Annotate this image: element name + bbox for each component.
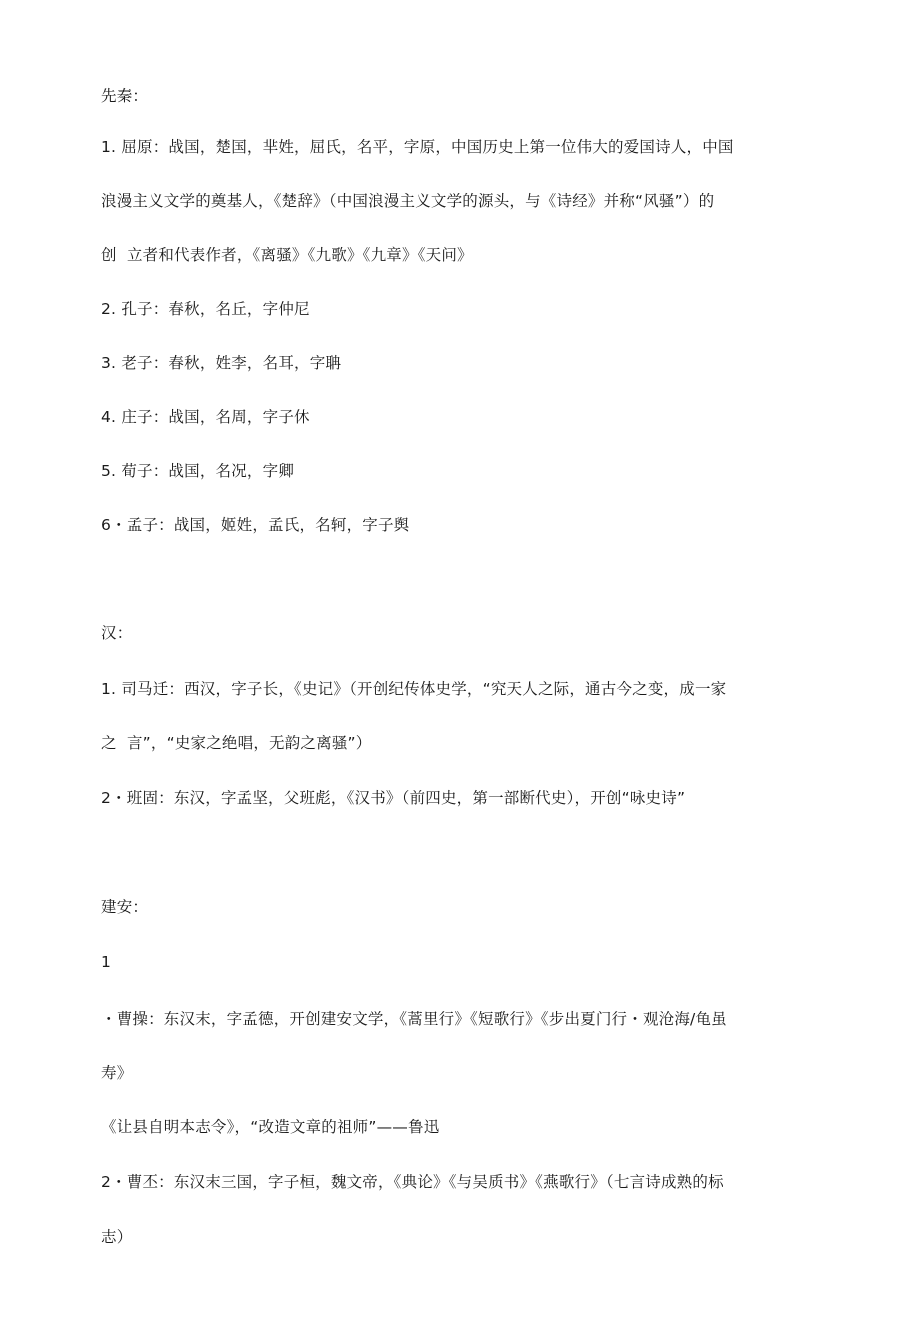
entry-line: 志） [101, 1228, 133, 1246]
entry-line: 1. 司马迁：西汉，字子长，《史记》（开创纪传体史学，“究天人之际，通古今之变，成一家 [101, 680, 727, 698]
entry-line: 3. 老子：春秋，姓李，名耳，字聃 [101, 354, 342, 372]
entry-line: 2. 孔子：春秋，名丘，字仲尼 [101, 300, 310, 318]
section-heading-xianqin: 先秦： [101, 87, 149, 105]
entry-line: 2・班固：东汉，字孟坚，父班彪，《汉书》（前四史，第一部断代史），开创“咏史诗” [101, 789, 686, 807]
entry-line: 之 言”，“史家之绝唱，无韵之离骚”） [101, 734, 372, 752]
entry-line: 4. 庄子：战国，名周，字子休 [101, 408, 310, 426]
entry-line: 1. 屈原：战国，楚国，芈姓，屈氏，名平，字原，中国历史上第一位伟大的爱国诗人，中国 [101, 138, 734, 156]
entry-line: 5. 荀子：战国，名况，字卿 [101, 462, 295, 480]
section-heading-jianan: 建安： [101, 898, 149, 916]
section-heading-han: 汉： [101, 624, 133, 642]
entry-line: 浪漫主义文学的奠基人，《楚辞》（中国浪漫主义文学的源头，与《诗经》并称“风骚”）的 [101, 192, 715, 210]
entry-line: 《让县自明本志令》，“改造文章的祖师”——鲁迅 [101, 1118, 440, 1136]
entry-line: 1 [101, 953, 112, 971]
entry-line: 6・孟子：战国，姬姓，孟氏，名轲，字子舆 [101, 516, 410, 534]
entry-line: 创 立者和代表作者，《离骚》《九歌》《九章》《天问》 [101, 246, 473, 264]
entry-line: 寿》 [101, 1064, 133, 1082]
entry-line: 2・曹丕：东汉末三国，字子桓，魏文帝，《典论》《与吴质书》《燕歌行》（七言诗成熟的标 [101, 1173, 724, 1191]
entry-line: ・曹操：东汉末，字孟德，开创建安文学，《蒿里行》《短歌行》《步出夏门行・观沧海/龟虽 [101, 1010, 727, 1028]
